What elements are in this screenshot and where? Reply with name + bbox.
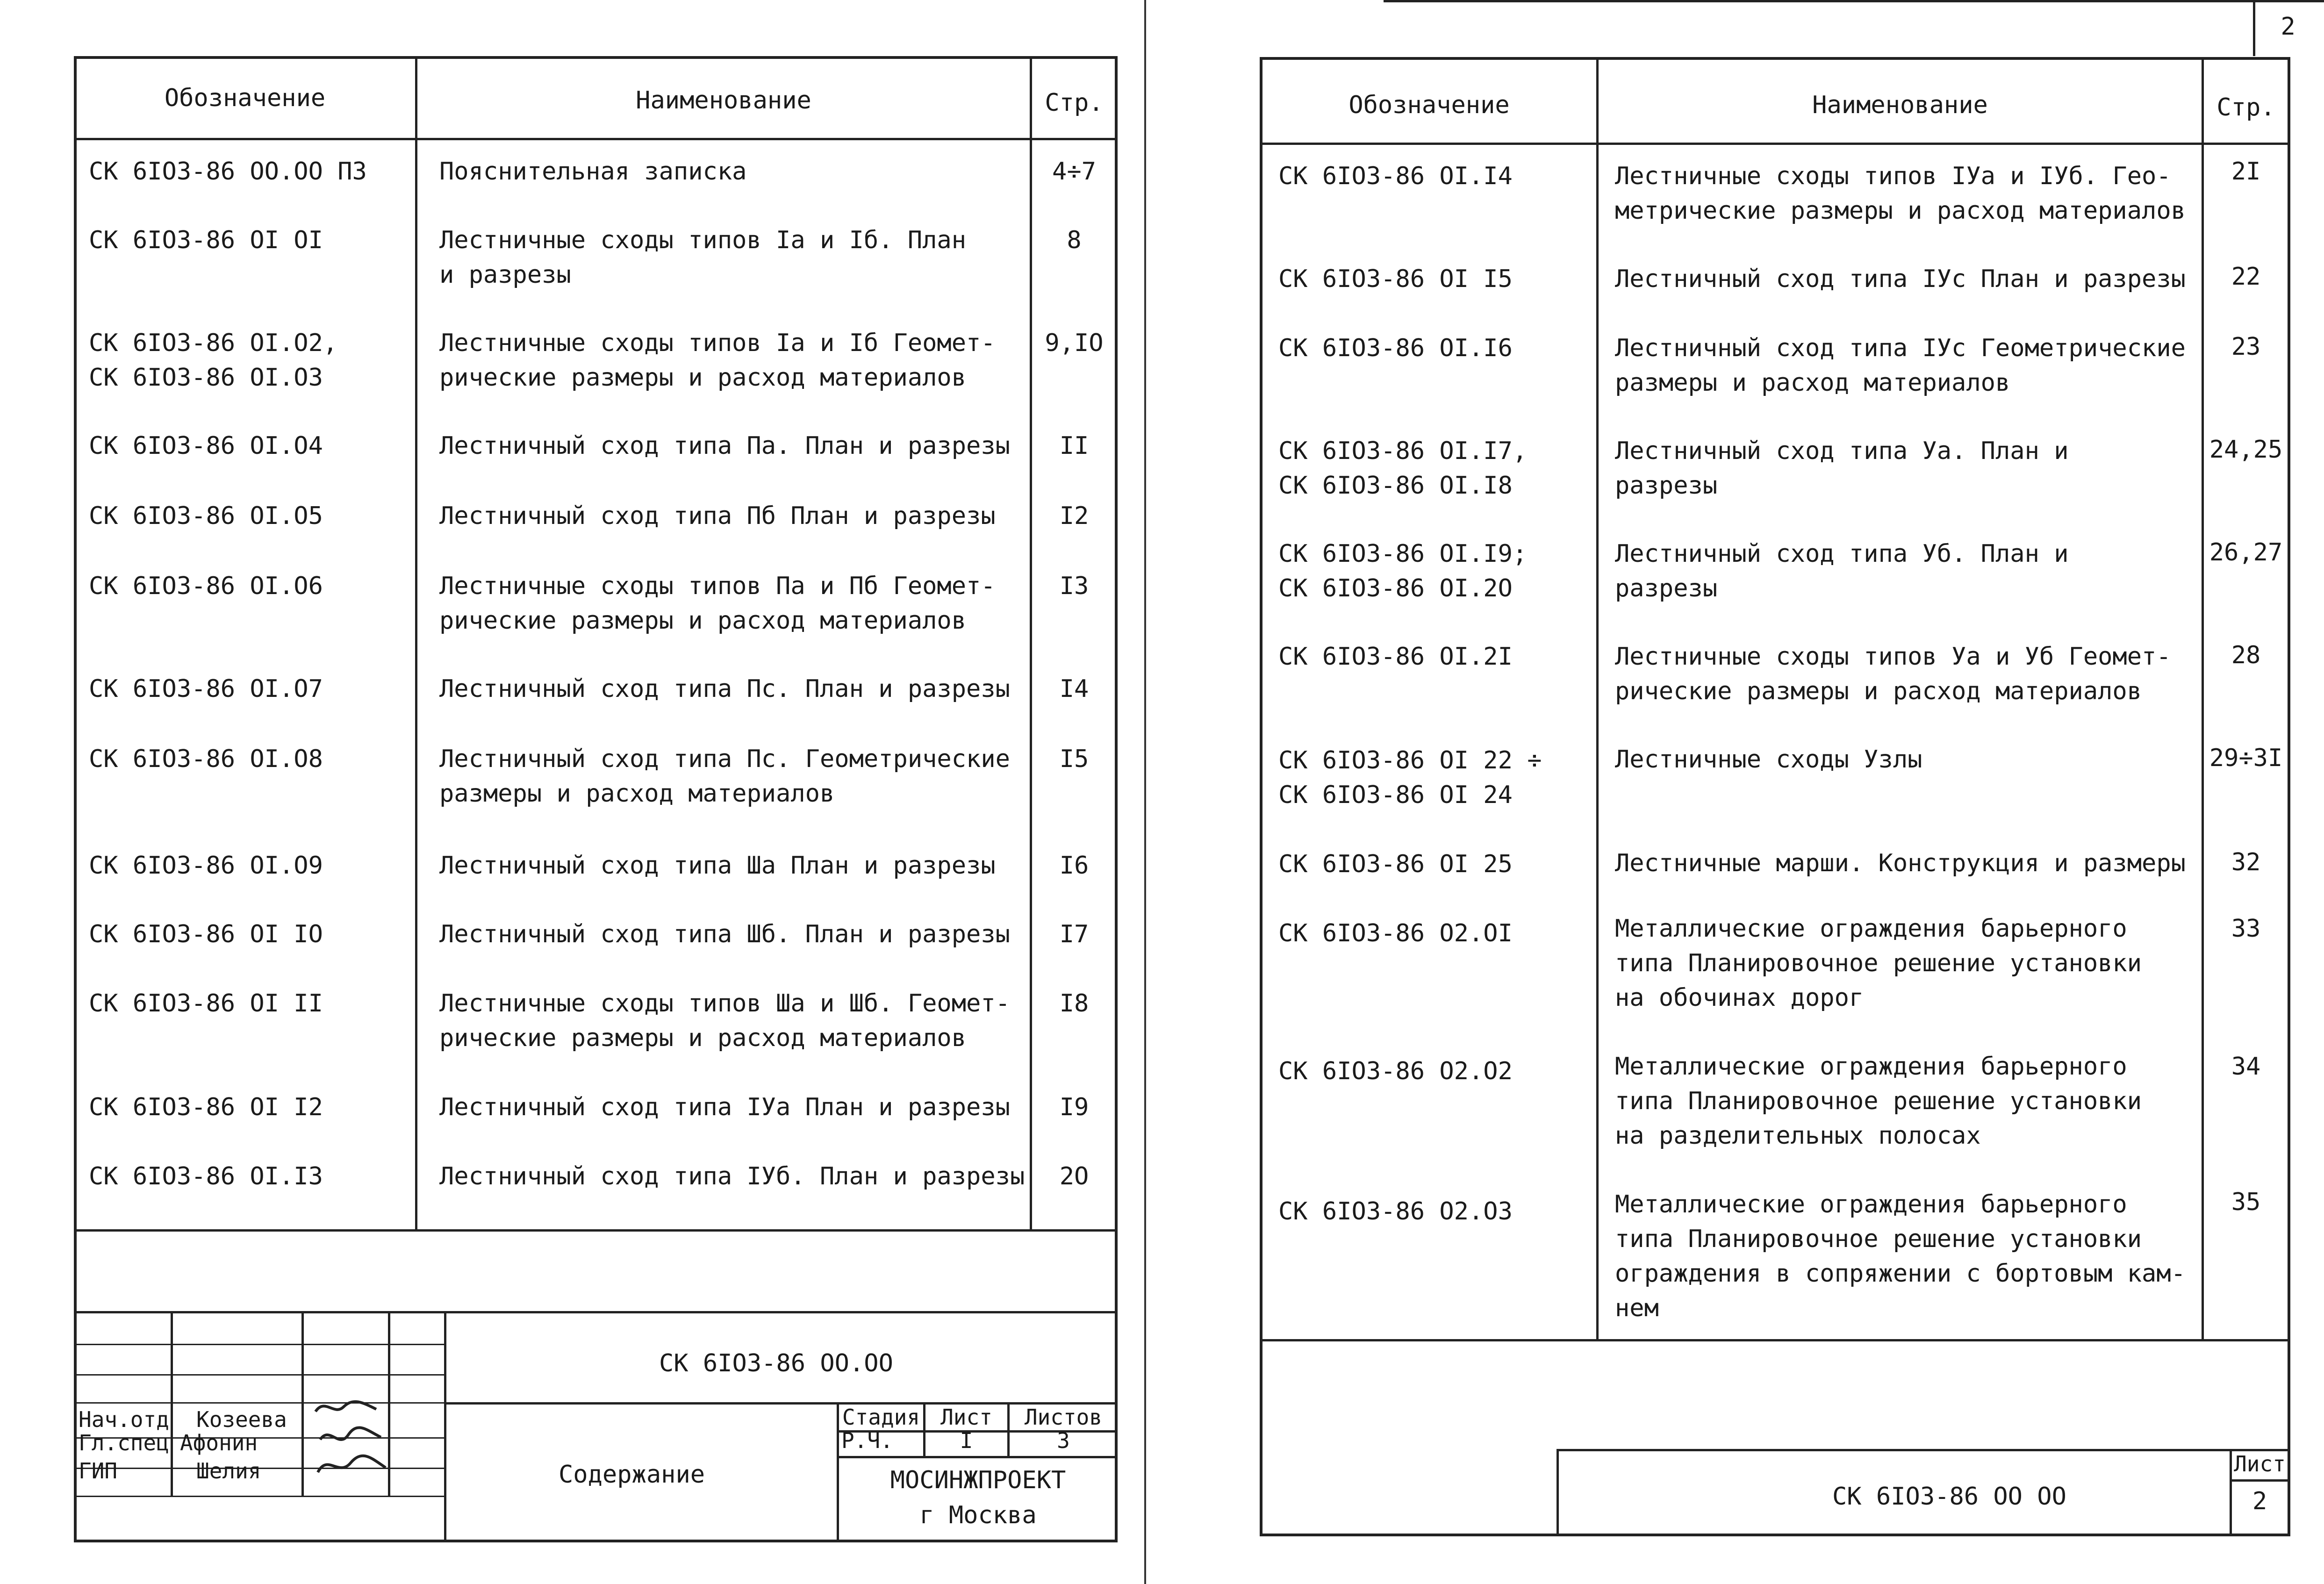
stage-label: Стадия (842, 1405, 920, 1430)
row-name: Металлические ограждения барьерного типа Планировочное решение установки на разделительных полосах (1615, 1053, 2142, 1150)
header-name: Наименование (1812, 91, 1988, 119)
row-page: I9 (1059, 1093, 1089, 1121)
row-code: СК 6IО3-86 ОО.ОО ПЗ (89, 158, 367, 186)
row-name: Лестничный сход типа IУс План и разрезы (1615, 265, 2186, 293)
row-page: 2О (1059, 1162, 1089, 1190)
row-code: СК 6IО3-86 ОI.I4 (1278, 162, 1513, 190)
row-name: Лестничный сход типа Уб. План и разрезы (1615, 540, 2069, 602)
row-code: СК 6IО3-86 ОI I5 (1278, 265, 1513, 293)
left-page (0, 0, 1145, 1584)
row-code: СК 6IО3-86 ОI I2 (89, 1093, 323, 1121)
row-page: 32 (2231, 848, 2261, 876)
row-code: СК 6IО3-86 ОI.О8 (89, 745, 323, 773)
org-city: г Москва (919, 1501, 1037, 1529)
row-code: СК 6IО3-86 ОI 25 (1278, 850, 1513, 878)
stage-value: Р.Ч. (841, 1428, 893, 1453)
row-code: СК 6IО3-86 О2.О2 (1278, 1057, 1513, 1085)
row-page: 9,IО (1045, 329, 1104, 357)
row-page: I8 (1059, 989, 1089, 1018)
row-name: Лестничный сход типа Уа. План и разрезы (1615, 437, 2069, 500)
sheet-label: Лист (2234, 1451, 2286, 1476)
staff-name: Козеева (196, 1407, 287, 1432)
row-name: Лестничный сход типа IУб. План и разрезы (439, 1162, 1025, 1190)
header-code: Обозначение (164, 84, 326, 112)
sheet-label: Лист (940, 1405, 992, 1430)
row-name: Лестничные сходы типов Iа и Iб Геомет- рические размеры и расход материалов (439, 329, 996, 392)
row-name: Лестничный сход типа Пб План и разрезы (439, 502, 996, 530)
row-page: I2 (1059, 502, 1089, 530)
row-code: СК 6IО3-86 ОI.О2, СК 6IО3-86 ОI.О3 (89, 329, 338, 392)
row-page: 23 (2231, 333, 2261, 361)
staff-role: Нач.отд (79, 1407, 169, 1432)
row-page: 29÷3I (2209, 744, 2283, 772)
row-page: I3 (1059, 572, 1089, 600)
row-page: 2I (2231, 158, 2261, 186)
sheets-value: 3 (1057, 1428, 1070, 1453)
row-page: I5 (1059, 745, 1089, 773)
row-code: СК 6IО3-86 ОI.О7 (89, 675, 323, 703)
row-name: Лестничный сход типа Шб. План и разрезы (439, 920, 1010, 948)
row-name: Лестничный сход типа IУс Геометрические размеры и расход материалов (1615, 334, 2186, 397)
row-code: СК 6IО3-86 ОI.О5 (89, 502, 323, 530)
row-name: Лестничный сход типа Пс. Геометрические размеры и расход материалов (439, 745, 1010, 808)
row-name: Пояснительная записка (439, 158, 747, 186)
staff-name: Афонин (180, 1430, 258, 1455)
row-page: 34 (2231, 1053, 2261, 1081)
row-page: 22 (2231, 263, 2261, 291)
row-name: Лестничные сходы типов IУа и IУб. Гео- метрические размеры и расход материалов (1615, 162, 2186, 225)
row-code: СК 6IО3-86 ОI.I3 (89, 1162, 323, 1190)
org-name: МОСИНЖПРОЕКТ (890, 1466, 1066, 1494)
row-code: СК 6IО3-86 ОI.О4 (89, 432, 323, 460)
row-name: Лестничный сход типа Па. План и разрезы (439, 432, 1010, 460)
row-page: 4÷7 (1052, 158, 1096, 186)
row-code: СК 6IО3-86 ОI.I7, СК 6IО3-86 ОI.I8 (1278, 437, 1528, 500)
row-name: Лестничные марши. Конструкция и размеры (1615, 849, 2186, 877)
row-page: 24,25 (2209, 436, 2283, 464)
stamp-title: Содержание (559, 1461, 705, 1489)
row-page: I4 (1059, 675, 1089, 703)
stamp-code: СК 6IО3-86 ОО ОО (1832, 1483, 2066, 1511)
row-page: II (1059, 432, 1089, 460)
row-page: I6 (1059, 852, 1089, 880)
row-name: Лестничные сходы Узлы (1615, 745, 1922, 774)
row-code: СК 6IО3-86 О2.ОI (1278, 919, 1513, 947)
right-page (1145, 0, 2324, 1584)
row-name: Лестничные сходы типов Iа и Iб. План и разрезы (439, 226, 967, 289)
row-code: СК 6IО3-86 ОI.I6 (1278, 334, 1513, 362)
signatures (306, 1398, 400, 1491)
row-code: СК 6IО3-86 ОI.2I (1278, 643, 1513, 671)
row-name: Лестничный сход типа IУа План и разрезы (439, 1093, 1010, 1121)
row-code: СК 6IО3-86 О2.О3 (1278, 1197, 1513, 1226)
row-code: СК 6IО3-86 ОI.О6 (89, 572, 323, 600)
row-name: Металлические ограждения барьерного типа Планировочное решение установки на обочинах дорог (1615, 915, 2142, 1012)
row-name: Лестничный сход типа Ша План и разрезы (439, 852, 996, 880)
row-name: Лестничный сход типа Пс. План и разрезы (439, 675, 1010, 703)
row-code: СК 6IО3-86 ОI.О9 (89, 852, 323, 880)
row-code: СК 6IО3-86 ОI 22 ÷ СК 6IО3-86 ОI 24 (1278, 746, 1542, 809)
row-code: СК 6IО3-86 ОI.I9; СК 6IО3-86 ОI.2О (1278, 540, 1528, 602)
sheet-value: 2 (2252, 1487, 2267, 1515)
row-page: 26,27 (2209, 538, 2283, 566)
page-number: 2 (2281, 13, 2295, 41)
header-code: Обозначение (1348, 91, 1510, 119)
stamp-code: СК 6IО3-86 ОО.ОО (659, 1349, 893, 1377)
row-page: I7 (1059, 920, 1089, 948)
header-page: Стр. (1045, 89, 1104, 117)
row-code: СК 6IО3-86 ОI ОI (89, 226, 323, 254)
staff-role: Гл.спец (79, 1430, 169, 1455)
row-name: Металлические ограждения барьерного типа Планировочное решение установки ограждения в сопряжении с бортовым кам- нем (1615, 1190, 2186, 1322)
row-name: Лестничные сходы типов Ша и Шб. Геомет- рические размеры и расход материалов (439, 989, 1010, 1052)
row-page: 35 (2231, 1188, 2261, 1216)
sheet-value: I (960, 1428, 973, 1453)
row-code: СК 6IО3-86 ОI II (89, 989, 323, 1018)
header-name: Наименование (636, 86, 811, 115)
header-page: Стр. (2216, 93, 2275, 122)
staff-role: ГИП (79, 1458, 118, 1484)
row-page: 28 (2231, 641, 2261, 669)
staff-name: Шелия (196, 1458, 261, 1484)
row-page: 33 (2231, 915, 2261, 943)
sheets-label: Листов (1024, 1405, 1103, 1430)
row-name: Лестничные сходы типов Уа и Уб Геомет- рические размеры и расход материалов (1615, 643, 2171, 705)
row-code: СК 6IО3-86 ОI IО (89, 920, 323, 948)
row-name: Лестничные сходы типов Па и Пб Геомет- рические размеры и расход материалов (439, 572, 996, 635)
row-page: 8 (1067, 226, 1082, 254)
